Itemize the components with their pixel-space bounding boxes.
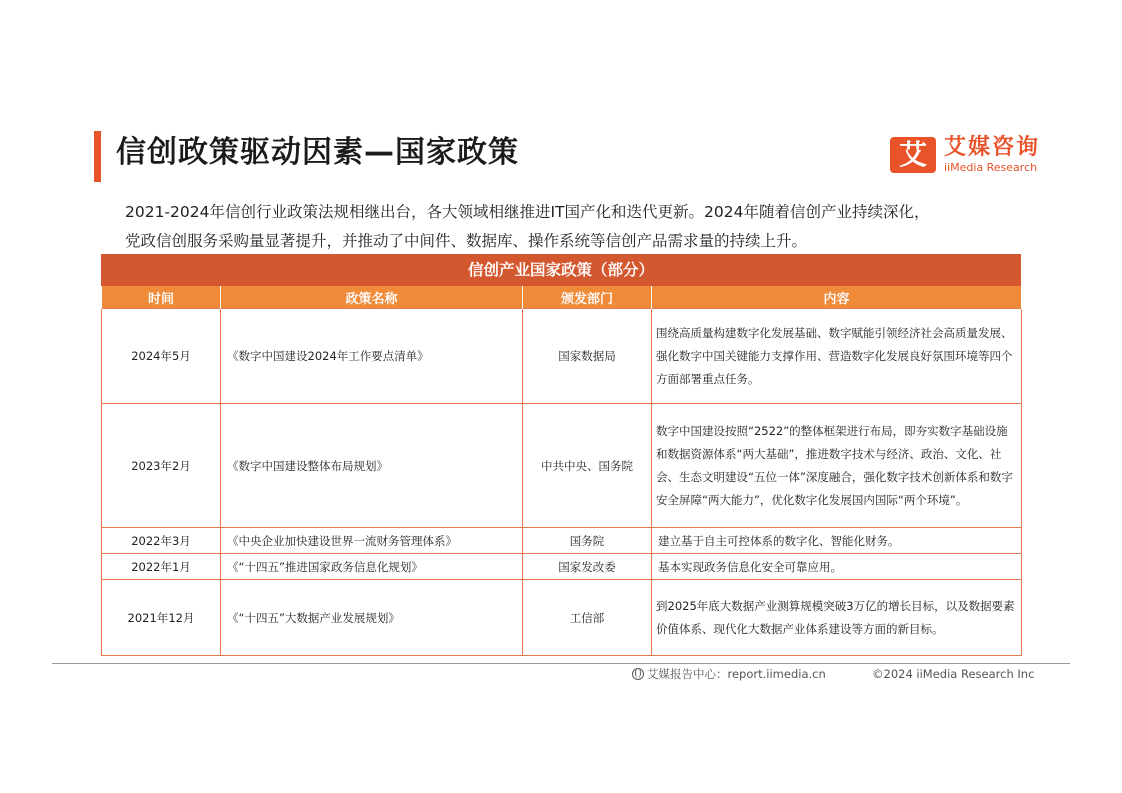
table-row [102,404,1022,528]
table-header-row [102,286,1022,309]
footer-divider [52,663,1070,664]
header-department: 颁发部门 [523,286,652,309]
cell-content: 数字中国建设按照“2522”的整体框架进行布局，即夯实数字基础设施和数据资源体系“两大基础”，推进数字技术与经济、政治、文化、社会、生态文明建设“五位一体”深度融合，强化数字技术创新体系和数字安全屏障“两大能力”，优化数字化发展国内国际“两个环境”。 [652,404,1022,528]
cell-policy: 《“十四五”大数据产业发展规划》 [221,580,523,656]
logo-mark: 艾 [890,137,936,173]
table-row [102,309,1022,404]
cell-dept: 国家数据局 [523,309,652,404]
table-row [102,528,1022,554]
header-content: 内容 [652,286,1022,309]
cell-time: 2024年5月 [102,309,221,404]
cell-dept: 国家发改委 [523,554,652,580]
iimedia-logo [890,135,1050,175]
cell-time: 2022年1月 [102,554,221,580]
intro-line-2: 党政信创服务采购量显著提升，并推动了中间件、数据库、操作系统等信创产品需求量的持续上升。 [125,232,808,250]
intro-paragraph [125,198,1025,256]
cell-policy: 《数字中国建设整体布局规划》 [221,404,523,528]
cell-content: 基本实现政务信息化安全可靠应用。 [652,554,1022,580]
cell-dept: 国务院 [523,528,652,554]
header-time: 时间 [102,286,221,309]
logo-name-en: iiMedia Research [944,161,1038,174]
cell-dept: 中共中央、国务院 [523,404,652,528]
page-title: 信创政策驱动因素—国家政策 [116,135,519,170]
footer-source-text: 艾媒报告中心：report.iimedia.cn [647,667,826,681]
cell-policy: 《“十四五”推进国家政务信息化规划》 [221,554,523,580]
footer-copyright: ©2024 iiMedia Research Inc [872,667,1035,681]
cell-content: 围绕高质量构建数字化发展基础、数字赋能引领经济社会高质量发展、强化数字中国关键能力支撑作用、营造数字化发展良好氛围环境等四个方面部署重点任务。 [652,309,1022,404]
logo-name-cn: 艾媒咨询 [944,135,1041,160]
cell-time: 2023年2月 [102,404,221,528]
header-policy-name: 政策名称 [221,286,523,309]
table-row [102,580,1022,656]
cell-content: 建立基于自主可控体系的数字化、智能化财务。 [652,528,1022,554]
table-row [102,554,1022,580]
title-accent-bar [94,131,101,182]
table-title: 信创产业国家政策（部分） [101,254,1021,286]
cell-policy: 《中央企业加快建设世界一流财务管理体系》 [221,528,523,554]
cell-time: 2021年12月 [102,580,221,656]
cell-dept: 工信部 [523,580,652,656]
globe-icon [632,668,644,680]
footer-source [632,666,826,682]
intro-line-1: 2021-2024年信创行业政策法规相继出台，各大领域相继推进IT国产化和迭代更新。2024年随着信创产业持续深化， [125,203,930,221]
cell-policy: 《数字中国建设2024年工作要点清单》 [221,309,523,404]
policy-table [101,286,1022,656]
cell-content: 到2025年底大数据产业测算规模突破3万亿的增长目标，以及数据要素价值体系、现代化大数据产业体系建设等方面的新目标。 [652,580,1022,656]
cell-time: 2022年3月 [102,528,221,554]
policy-table-container [101,254,1021,656]
